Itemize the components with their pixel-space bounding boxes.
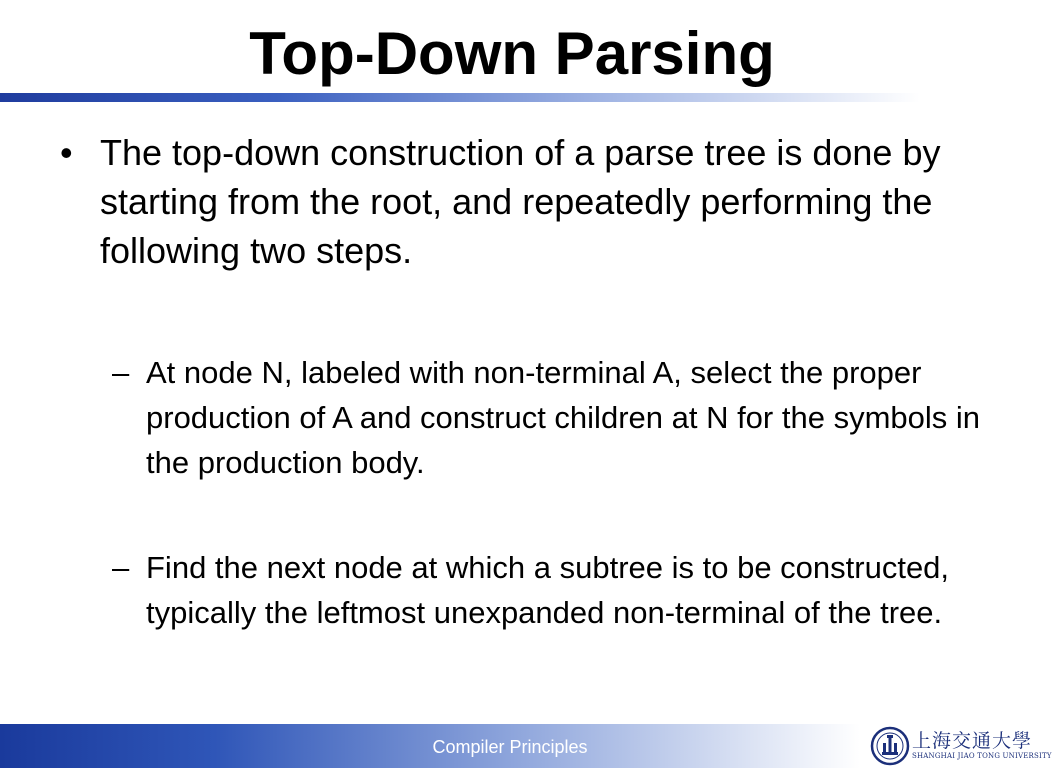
university-name-en: SHANGHAI JIAO TONG UNIVERSITY [912, 752, 1052, 760]
slide-title: Top-Down Parsing [249, 20, 775, 87]
sub-bullet-2 [112, 545, 992, 635]
sub-bullet-text: Find the next node at which a subtree is to be constructed, typically the leftmost unexpanded non-terminal of the tree. [146, 550, 950, 630]
university-logo [866, 724, 1052, 768]
sub-bullet-text: At node N, labeled with non-terminal A, select the proper production of A and construct children at N for the symbols in the production body. [146, 355, 981, 480]
main-bullet [60, 128, 990, 275]
footer-course-title: Compiler Principles [432, 737, 588, 757]
bullet-text: The top-down construction of a parse tree is done by starting from the root, and repeatedly performing the following two steps. [100, 132, 941, 271]
university-seal-icon [870, 726, 910, 766]
university-name-cn: 上海交通大學 [912, 730, 1033, 752]
sub-bullet-marker: – [112, 550, 130, 585]
bullet-marker: • [60, 132, 73, 173]
title-divider [0, 93, 920, 102]
sub-bullet-1 [112, 350, 992, 485]
sub-bullet-marker: – [112, 355, 130, 390]
